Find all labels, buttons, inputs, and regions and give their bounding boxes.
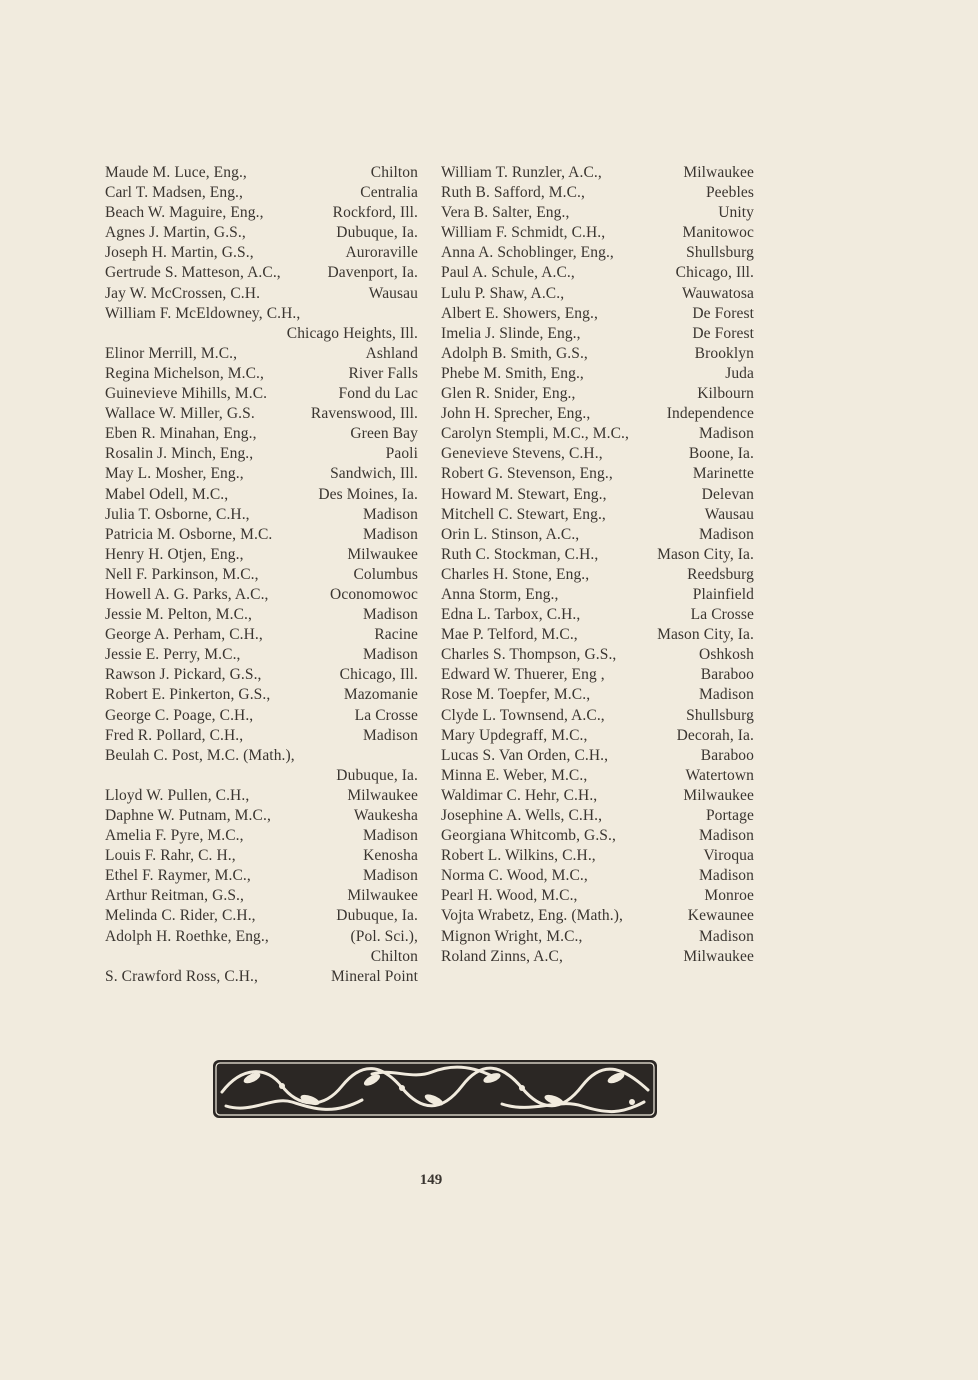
person-name: Charles H. Stone, Eng.,	[441, 565, 590, 583]
home-town: Kewaunee	[687, 907, 754, 925]
home-town: Chilton	[370, 164, 418, 181]
home-town: Manitowoc	[682, 224, 754, 242]
person-name: Josephine A. Wells, C.H.,	[441, 807, 603, 824]
list-item	[441, 263, 754, 283]
list-item	[105, 324, 418, 344]
person-name: Mary Updegraff, M.C.,	[441, 726, 588, 744]
home-town: Wausau	[368, 284, 418, 302]
list-item	[105, 485, 418, 505]
home-town: Davenport, Ia.	[327, 264, 418, 282]
list-item	[105, 183, 418, 203]
list-item	[441, 404, 754, 424]
home-town: Unity	[718, 204, 754, 222]
home-town: Milwaukee	[683, 947, 754, 965]
home-town: Wauwatosa	[682, 284, 754, 302]
person-name: Vera B. Salter, Eng.,	[441, 204, 570, 222]
person-name: John H. Sprecher, Eng.,	[441, 405, 591, 423]
person-name: Fred R. Pollard, C.H.,	[105, 726, 244, 744]
list-item	[441, 886, 754, 906]
person-name: Regina Michelson, M.C.,	[105, 364, 265, 382]
person-name: Lucas S. Van Orden, C.H.,	[441, 746, 609, 764]
home-town: Shullsburg	[686, 706, 754, 724]
person-name: Norma C. Wood, M.C.,	[441, 867, 588, 885]
list-item	[441, 947, 754, 967]
person-name: Pearl H. Wood, M.C.,	[441, 887, 578, 905]
person-name: Rosalin J. Minch, Eng.,	[105, 445, 254, 463]
person-name: Anna Storm, Eng.,	[441, 585, 559, 603]
home-town: Mazomanie	[343, 686, 418, 704]
person-name: S. Crawford Ross, C.H.,	[105, 967, 259, 985]
list-item	[441, 384, 754, 404]
list-item	[105, 223, 418, 243]
list-item	[441, 464, 754, 484]
list-item	[105, 203, 418, 223]
person-name: Jay W. McCrossen, C.H.	[105, 284, 261, 302]
home-town: Centralia	[360, 184, 418, 202]
home-town: Madison	[363, 525, 418, 543]
person-name: Melinda C. Rider, C.H.,	[105, 907, 256, 925]
home-town: Madison	[699, 827, 754, 845]
home-town: Madison	[699, 425, 754, 443]
list-item	[105, 263, 418, 283]
home-town: La Crosse	[354, 706, 418, 724]
person-name: Gertrude S. Matteson, A.C.,	[105, 264, 281, 282]
person-name: Paul A. Schule, A.C.,	[441, 264, 575, 282]
person-name: Julia T. Osborne, C.H.,	[105, 505, 250, 523]
list-item	[105, 384, 418, 404]
person-name: May L. Mosher, Eng.,	[105, 465, 244, 483]
home-town: Boone, Ia.	[688, 445, 754, 463]
list-item	[441, 163, 754, 183]
person-name: Ethel F. Raymer, M.C.,	[105, 867, 251, 885]
person-name: Genevieve Stevens, C.H.,	[441, 445, 603, 463]
home-town: Auroraville	[345, 244, 418, 262]
list-item	[105, 806, 418, 826]
person-name: Minna E. Weber, M.C.,	[441, 766, 588, 784]
person-name: Maude M. Luce, Eng.,	[105, 164, 247, 181]
home-town: Kilbourn	[697, 385, 754, 403]
person-name: Edward W. Thuerer, Eng ,	[441, 666, 605, 684]
list-item	[105, 766, 418, 786]
person-name: George A. Perham, C.H.,	[105, 626, 263, 644]
person-name: Waldimar C. Hehr, C.H.,	[441, 786, 598, 804]
list-item	[105, 364, 418, 384]
home-town: Plainfield	[692, 585, 754, 603]
person-name: Mignon Wright, M.C.,	[441, 927, 583, 945]
list-item	[105, 444, 418, 464]
list-item	[441, 706, 754, 726]
list-item	[441, 304, 754, 324]
home-town: Des Moines, Ia.	[318, 485, 418, 503]
list-item	[105, 605, 418, 625]
person-name: Guinevieve Mihills, M.C.	[105, 385, 268, 403]
home-town: Chicago Heights, Ill.	[286, 324, 418, 342]
list-item	[441, 223, 754, 243]
person-name: Wallace W. Miller, G.S.	[105, 405, 255, 423]
person-name: Anna A. Schoblinger, Eng.,	[441, 244, 614, 262]
person-name: Amelia F. Pyre, M.C.,	[105, 827, 244, 845]
home-town: Green Bay	[350, 425, 418, 443]
home-town: Madison	[363, 646, 418, 664]
home-town: Milwaukee	[683, 786, 754, 804]
home-town: Madison	[699, 867, 754, 885]
home-town: Madison	[363, 606, 418, 624]
list-item	[105, 886, 418, 906]
list-item	[105, 565, 418, 585]
home-town: Reedsburg	[687, 565, 754, 583]
home-town: Marinette	[692, 465, 754, 483]
person-name: Patricia M. Osborne, M.C.	[105, 525, 273, 543]
list-item	[105, 243, 418, 263]
list-item	[105, 846, 418, 866]
person-name: Clyde L. Townsend, A.C.,	[441, 706, 605, 724]
person-name: Rawson J. Pickard, G.S.,	[105, 666, 262, 684]
person-name: Rose M. Toepfer, M.C.,	[441, 686, 591, 704]
list-item	[441, 826, 754, 846]
person-name: Robert E. Pinkerton, G.S.,	[105, 686, 271, 704]
list-item	[441, 746, 754, 766]
list-item	[105, 404, 418, 424]
list-item	[105, 746, 418, 766]
list-item	[105, 464, 418, 484]
person-name: Louis F. Rahr, C. H.,	[105, 847, 236, 865]
person-name: Vojta Wrabetz, Eng. (Math.),	[441, 907, 623, 925]
home-town: Mason City, Ia.	[657, 626, 754, 644]
list-item	[105, 906, 418, 926]
home-town: Racine	[374, 626, 418, 644]
list-item	[105, 424, 418, 444]
list-item	[441, 243, 754, 263]
home-town: Madison	[699, 686, 754, 704]
home-town: Ashland	[365, 344, 418, 362]
list-item	[441, 505, 754, 525]
list-item	[441, 906, 754, 926]
list-item	[441, 444, 754, 464]
home-town: Milwaukee	[347, 786, 418, 804]
home-town: Madison	[363, 867, 418, 885]
person-name: Elinor Merrill, M.C.,	[105, 344, 238, 362]
person-name: Carl T. Madsen, Eng.,	[105, 184, 243, 202]
home-town: Madison	[363, 505, 418, 523]
list-item	[105, 505, 418, 525]
floral-scroll-ornament-icon	[212, 1056, 658, 1122]
list-item	[441, 605, 754, 625]
home-town: Milwaukee	[347, 887, 418, 905]
person-name: Eben R. Minahan, Eng.,	[105, 425, 257, 443]
home-town: Baraboo	[700, 666, 754, 684]
home-town: Oshkosh	[699, 646, 754, 664]
person-name: Roland Zinns, A.C,	[441, 947, 563, 965]
person-name: Robert G. Stevenson, Eng.,	[441, 465, 613, 483]
home-town: Viroqua	[703, 847, 754, 865]
person-name: Orin L. Stinson, A.C.,	[441, 525, 580, 543]
list-item	[105, 284, 418, 304]
home-town: Kenosha	[363, 847, 418, 865]
home-town: Independence	[666, 405, 754, 423]
person-name: George C. Poage, C.H.,	[105, 706, 254, 724]
list-item	[105, 967, 418, 987]
list-item	[441, 364, 754, 384]
person-name: Arthur Reitman, G.S.,	[105, 887, 245, 905]
list-item	[105, 726, 418, 746]
home-town: River Falls	[348, 364, 418, 382]
person-name: Glen R. Snider, Eng.,	[441, 385, 576, 403]
home-town: Oconomowoc	[330, 585, 418, 603]
list-item	[105, 304, 418, 324]
person-name: Imelia J. Slinde, Eng.,	[441, 324, 581, 342]
home-town: Waukesha	[353, 807, 418, 824]
home-town: Madison	[699, 927, 754, 945]
person-name: Ruth B. Safford, M.C.,	[441, 184, 586, 202]
list-item	[441, 726, 754, 746]
list-item	[441, 846, 754, 866]
home-town: Milwaukee	[347, 545, 418, 563]
home-town: Dubuque, Ia.	[336, 907, 418, 925]
list-item	[441, 665, 754, 685]
home-town: Mineral Point	[331, 967, 418, 985]
home-town: La Crosse	[690, 606, 754, 624]
home-town: Madison	[363, 726, 418, 744]
person-name: Beach W. Maguire, Eng.,	[105, 204, 264, 222]
list-item	[105, 685, 418, 705]
list-item	[441, 927, 754, 947]
person-name: Albert E. Showers, Eng.,	[441, 304, 598, 322]
list-item	[105, 665, 418, 685]
home-town: (Pol. Sci.),	[350, 927, 418, 945]
home-town: Chilton	[370, 947, 418, 965]
home-town: Wausau	[704, 505, 754, 523]
home-town: Monroe	[704, 887, 754, 905]
list-item	[441, 183, 754, 203]
person-name: William F. Schmidt, C.H.,	[441, 224, 606, 242]
person-name: Adolph H. Roethke, Eng.,	[105, 927, 269, 945]
list-item	[441, 344, 754, 364]
person-name: Nell F. Parkinson, M.C.,	[105, 565, 259, 583]
list-item	[441, 485, 754, 505]
list-item	[441, 203, 754, 223]
person-name: Mitchell C. Stewart, Eng.,	[441, 505, 606, 523]
home-town: Watertown	[685, 766, 754, 784]
home-town: Peebles	[705, 184, 754, 202]
home-town: Chicago, Ill.	[339, 666, 418, 684]
person-name: Henry H. Otjen, Eng.,	[105, 545, 244, 563]
list-item	[441, 766, 754, 786]
list-item	[441, 284, 754, 304]
list-item	[441, 625, 754, 645]
page-number: 149	[419, 1172, 443, 1188]
list-item	[105, 585, 418, 605]
person-name: Mae P. Telford, M.C.,	[441, 626, 578, 644]
list-item	[441, 545, 754, 565]
list-item	[441, 324, 754, 344]
home-town: Baraboo	[700, 746, 754, 764]
home-town: Mason City, Ia.	[657, 545, 754, 563]
right-column	[441, 163, 754, 967]
list-item	[105, 826, 418, 846]
list-item	[441, 645, 754, 665]
list-item	[441, 866, 754, 886]
person-name: Jessie M. Pelton, M.C.,	[105, 606, 252, 624]
home-town: Decorah, Ia.	[676, 726, 754, 744]
person-name: Beulah C. Post, M.C. (Math.),	[105, 746, 295, 764]
list-item	[441, 424, 754, 444]
person-name: Georgiana Whitcomb, G.S.,	[441, 827, 616, 845]
person-name: Lulu P. Shaw, A.C.,	[441, 284, 565, 302]
list-item	[105, 645, 418, 665]
home-town: Dubuque, Ia.	[336, 766, 418, 784]
list-item	[105, 866, 418, 886]
home-town: Brooklyn	[694, 344, 754, 362]
person-name: William F. McEldowney, C.H.,	[105, 304, 301, 322]
person-name: Agnes J. Martin, G.S.,	[105, 224, 246, 242]
person-name: Mabel Odell, M.C.,	[105, 485, 229, 503]
home-town: Dubuque, Ia.	[336, 224, 418, 242]
home-town: Chicago, Ill.	[675, 264, 754, 282]
list-item	[441, 786, 754, 806]
person-name: Phebe M. Smith, Eng.,	[441, 364, 584, 382]
list-item	[441, 565, 754, 585]
person-name: Ruth C. Stockman, C.H.,	[441, 545, 599, 563]
person-name: Joseph H. Martin, G.S.,	[105, 244, 254, 262]
list-item	[105, 706, 418, 726]
home-town: Portage	[705, 807, 754, 824]
home-town: Shullsburg	[686, 244, 754, 262]
person-name: Lloyd W. Pullen, C.H.,	[105, 786, 250, 804]
home-town: Madison	[699, 525, 754, 543]
list-item	[441, 585, 754, 605]
home-town: Milwaukee	[683, 164, 754, 181]
person-name: Robert L. Wilkins, C.H.,	[441, 847, 596, 865]
list-item	[105, 625, 418, 645]
list-item	[441, 806, 754, 826]
list-item	[105, 525, 418, 545]
home-town: Delevan	[701, 485, 754, 503]
home-town: Sandwich, Ill.	[330, 465, 418, 483]
list-item	[441, 685, 754, 705]
person-name: Charles S. Thompson, G.S.,	[441, 646, 617, 664]
home-town: Ravenswood, Ill.	[310, 405, 418, 423]
list-item	[105, 947, 418, 967]
home-town: Madison	[363, 827, 418, 845]
person-name: William T. Runzler, A.C.,	[441, 164, 602, 181]
home-town: Columbus	[353, 565, 418, 583]
list-item	[105, 786, 418, 806]
home-town: Fond du Lac	[338, 385, 418, 403]
list-item	[105, 344, 418, 364]
list-item	[105, 927, 418, 947]
home-town: Paoli	[385, 445, 418, 463]
person-name: Howell A. G. Parks, A.C.,	[105, 585, 269, 603]
person-name: Daphne W. Putnam, M.C.,	[105, 807, 271, 824]
list-item	[441, 525, 754, 545]
person-name: Edna L. Tarbox, C.H.,	[441, 606, 581, 624]
list-item	[105, 545, 418, 565]
home-town: Juda	[725, 364, 754, 382]
person-name: Howard M. Stewart, Eng.,	[441, 485, 607, 503]
home-town: Rockford, Ill.	[332, 204, 418, 222]
person-name: Jessie E. Perry, M.C.,	[105, 646, 241, 664]
home-town: De Forest	[692, 324, 754, 342]
person-name: Adolph B. Smith, G.S.,	[441, 344, 588, 362]
home-town: De Forest	[692, 304, 754, 322]
list-item	[105, 163, 418, 183]
person-name: Carolyn Stempli, M.C., M.C.,	[441, 425, 629, 443]
left-column	[105, 163, 418, 987]
